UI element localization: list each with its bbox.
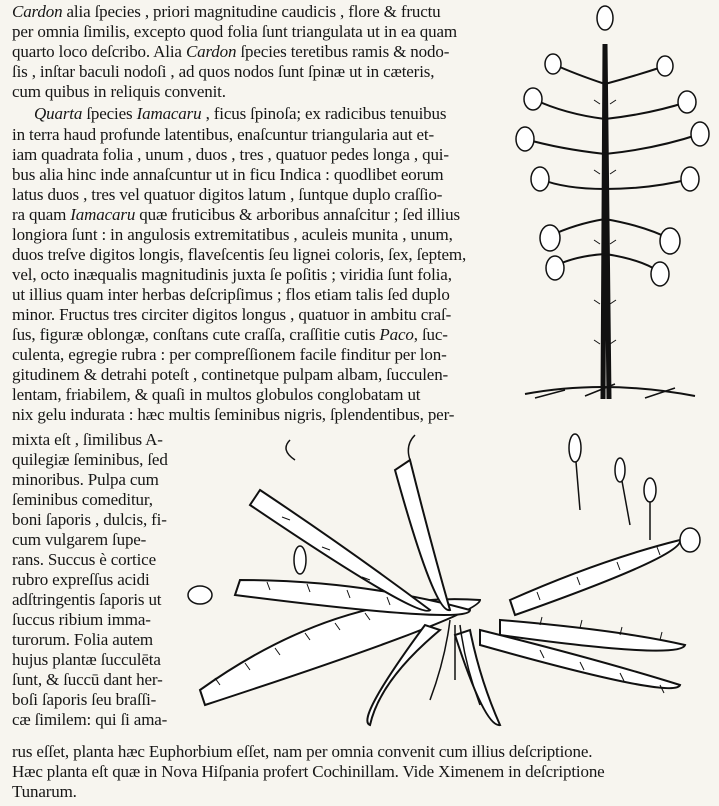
text-line: longiora ſunt : in angulosis extremitatibus , aculeis munita , unum,	[12, 225, 453, 244]
text-line: ra quam Iamacaru quæ fruticibus & arboribus annaſcitur ; ſed illius	[12, 205, 460, 224]
text-line: ſeminibus comeditur,	[12, 490, 153, 509]
text-line: rans. Succus è cortice	[12, 550, 156, 569]
text-line: rubro expreſſus acidi	[12, 570, 150, 589]
text-line: Cardon alia ſpecies , priori magnitudine caudicis , flore & fructu	[12, 2, 441, 21]
text-line: cæ ſimilem: qui ſi ama-	[12, 710, 168, 729]
text-line: adſtringentis ſaporis ut	[12, 590, 162, 609]
text-line: in terra haud profunde latentibus, enaſcuntur triangularia aut et-	[12, 125, 435, 144]
text-line: boſi ſaporis ſeu braſſi-	[12, 690, 157, 709]
text-line: minoribus. Pulpa cum	[12, 470, 159, 489]
text-line: Hæc planta eſt quæ in Nova Hiſpania profert Cochinillam. Vide Ximenem in deſcriptione	[12, 762, 605, 781]
text-line: ſus, figuræ oblongæ, conſtans cute craſſa, craſſitie cutis Paco, ſuc-	[12, 325, 448, 344]
text-line: cum vulgarem ſupe-	[12, 530, 147, 549]
text-line: per omnia ſimilis, excepto quod folia ſunt triangulata ut in ea quam	[12, 22, 457, 41]
text-line: cum quibus in reliquis convenit.	[12, 82, 226, 101]
cardon-tree-illustration	[505, 4, 715, 404]
text-line: ſuccus ribium imma-	[12, 610, 151, 629]
text-line: gitudinem & detrahi poteſt , continetque pulpam albam, ſucculen-	[12, 365, 449, 384]
text-line: iam quadrata folia , unum , duos , tres , quatuor pedes longa , qui-	[12, 145, 449, 164]
text-line: ſis , inſtar baculi nodoſi , ad quos nodos ſunt ſpinæ ut in cæteris,	[12, 62, 435, 81]
text-line: hujus plantæ ſucculēta	[12, 650, 161, 669]
text-line: ſunt, & ſuccū dant her-	[12, 670, 163, 689]
text-line: nix gelu indurata : hæc multis ſeminibus nigris, ſplendentibus, per-	[12, 405, 455, 424]
text-line: Tunarum.	[12, 782, 77, 801]
text-line: lentam, friabilem, & quaſi in multos globulos conglobatam ut	[12, 385, 421, 404]
text-line: ut illius quam inter herbas deſcripſimus ; flos etiam talis ſed duplo	[12, 285, 450, 304]
text-line: bus alia hinc inde annaſcuntur ut in ficu Indica : quodlibet eorum	[12, 165, 444, 184]
text-line: quilegiæ ſeminibus, ſed	[12, 450, 168, 469]
text-line: duos treſve digitos longis, flaveſcentis ſeu lignei coloris, ſex, ſeptem,	[12, 245, 467, 264]
text-line: turorum. Folia autem	[12, 630, 154, 649]
text-line: vel, octo inæqualis magnitudinis juxta ſe poſitis ; viridia ſunt folia,	[12, 265, 452, 284]
text-line: rus eſſet, planta hæc Euphorbium eſſet, nam per omnia convenit cum illius deſcriptione.	[12, 742, 593, 761]
text-line: minor. Fructus tres circiter digitos longus , quatuor in ambitu craſ-	[12, 305, 452, 324]
iamacaru-plant-illustration	[180, 430, 719, 730]
text-line: quarto loco deſcribo. Alia Cardon ſpecies teretibus ramis & nodo-	[12, 42, 450, 61]
text-line: mixta eſt , ſimilibus A-	[12, 430, 163, 449]
text-line: boni ſaporis , dulcis, fi-	[12, 510, 167, 529]
text-line: culenta, egregie rubra : per compreſſionem facile finditur per lon-	[12, 345, 447, 364]
text-line: Quarta ſpecies Iamacaru , ficus ſpinoſa; ex radicibus tenuibus	[34, 104, 447, 123]
text-line: latus duos , tres vel quatuor digitos latum , ſuntque duplo craſſio-	[12, 185, 443, 204]
